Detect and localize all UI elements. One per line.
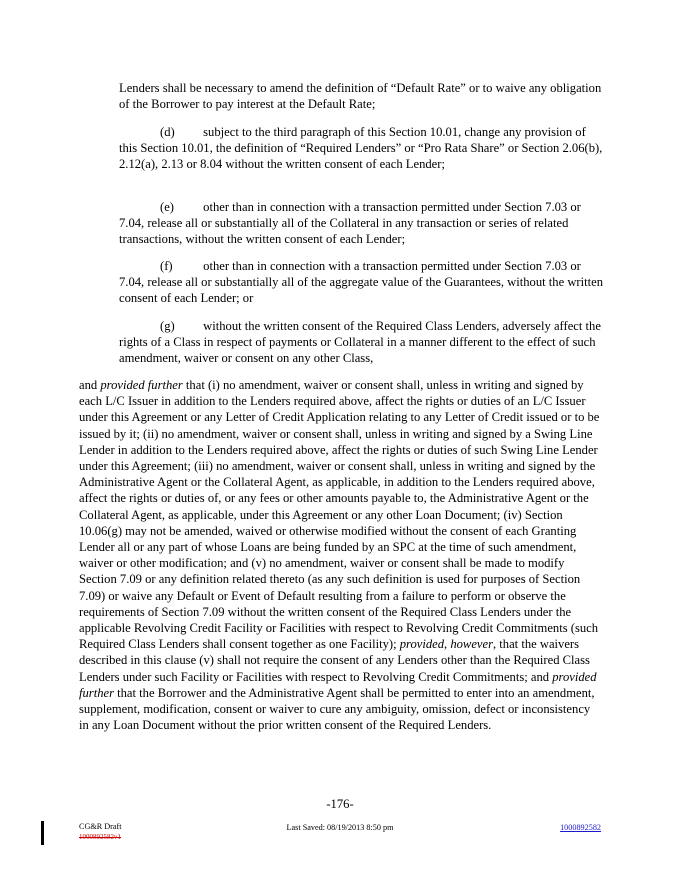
main-italic-4: provided further (79, 669, 597, 700)
clause-d-text: subject to the third paragraph of this Section 10.01, change any provision of this Section 10.01, the definition of “Required Lenders” or “Pro Rata Share” or Section 2.06(b), 2.12(a), 2.13 or 8.04 without the written consent of each Lender; (119, 125, 603, 172)
page-number: -176- (326, 797, 354, 811)
clause-g (119, 318, 603, 367)
main-text-4: , that the waivers described in this clause (v) shall not require the consent of any Lenders other than the Required Class Lenders under such Facility or Facilities with respect to Revolving Credit Commitments; and (79, 637, 590, 684)
main-text-2: that (i) no amendment, waiver or consent shall, unless in writing and signed by each L/C Issuer in addition to the Lenders required above, affect the rights or duties of an L/C Issuer under this Agreement or any Letter of Credit Application relating to any Letter of Credit issued or to be issued by it; (ii) no amendment, waiver or consent shall, unless in writing and signed by a Swing Line Lender in addition to the Lenders required above, affect the rights or duties of such Swing Line Lender under this Agreement; (iii) no amendment, waiver or consent shall, unless in writing and signed by the Administrative Agent or the Collateral Agent, as applicable, in addition to the Lenders required above, affect the rights or duties of, or any fees or other amounts payable to, the Administrative Agent or the Collateral Agent, as applicable, under this Agreement or any other Loan Document; (iv) Section 10.06(g) may not be amended, waived or otherwise modified without the consent of each Granting Lender all or any part of whose Loans are being funded by an SPC at the time of such amendment, waiver or other modification; and (v) no amendment, waiver or consent shall be made to modify Section 7.09 or any definition related thereto (as any such definition is used for purposes of Section 7.09) or waive any Default or Event of Default resulting from a failure to perform or observe the requirements of Section 7.09 without the written consent of the Required Class Lenders under the applicable Revolving Credit Facility or Facilities with respect to Revolving Credit Commitments (such Required Class Lenders shall consent together as one Facility); (79, 378, 600, 652)
main-italic-3: however (450, 637, 493, 652)
main-italic-2: provided (399, 637, 445, 652)
provided-further-paragraph (79, 377, 603, 733)
clause-f-text: other than in connection with a transaction permitted under Section 7.03 or 7.04, release all or substantially all of the aggregate value of the Guarantees, without the written consent of each Lender; or (119, 259, 603, 306)
clause-e-text: other than in connection with a transaction permitted under Section 7.03 or 7.04, release all or substantially all of the Collateral in any transaction or series of related transactions, without the written consent of each Lender; (119, 200, 581, 247)
main-text-1: and (79, 378, 101, 392)
main-italic-1: provided further (100, 378, 183, 392)
main-text-5: that the Borrower and the Administrative Agent shall be permitted to enter into an amendment, supplement, modification, consent or waiver to cure any ambiguity, omission, defect or inconsistency in any Loan Document without the prior written consent of the Required Lenders. (79, 685, 595, 733)
clause-f-label: (f) (160, 259, 173, 273)
clause-e-label: (e) (160, 200, 174, 214)
clause-g-text: without the written consent of the Required Class Lenders, adversely affect the rights of a Class in respect of payments or Collateral in a manner different to the effect of such amendment, waiver or consent on any other Class, (119, 319, 601, 366)
doc-id-link[interactable]: 1000892582 (560, 823, 601, 832)
last-saved: Last Saved: 08/19/2013 8:50 pm (286, 823, 394, 832)
clause-g-label: (g) (160, 319, 175, 333)
main-text-3: , (444, 637, 451, 652)
clause-d (119, 124, 603, 173)
clause-f (119, 258, 603, 307)
struck-doc-id: 1000892582v1 (79, 833, 121, 841)
intro-paragraph: Lenders shall be necessary to amend the definition of “Default Rate” or to waive any obligation of the Borrower to pay interest at the Default Rate; (119, 81, 602, 112)
clause-d-label: (d) (160, 125, 175, 139)
draft-label: CG&R Draft (79, 822, 122, 831)
clause-e (119, 199, 603, 248)
